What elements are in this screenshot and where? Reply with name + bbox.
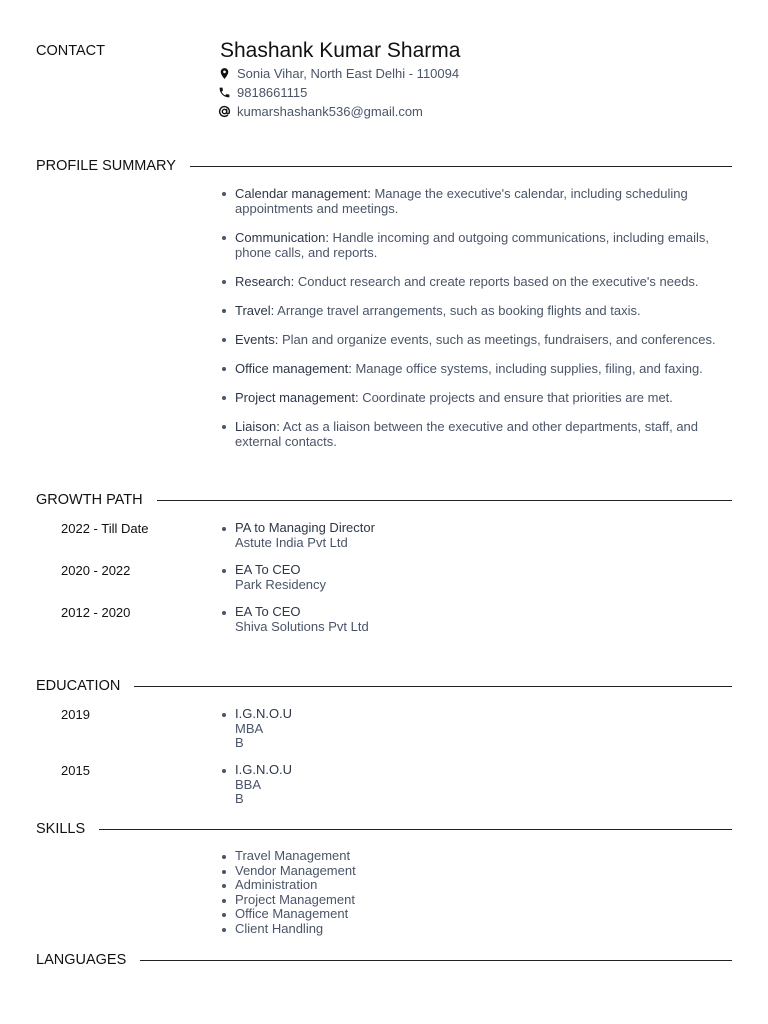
growth-path-heading: GROWTH PATH	[36, 492, 143, 508]
summary-key: Communication:	[235, 230, 329, 245]
growth-detail	[220, 605, 369, 634]
profile-summary-list	[220, 186, 734, 463]
languages-heading: LANGUAGES	[36, 952, 127, 968]
education-header	[36, 676, 732, 696]
summary-item	[220, 303, 734, 318]
education-year: 2019	[61, 707, 90, 722]
summary-item	[220, 274, 734, 289]
email-text[interactable]: kumarshashank536@gmail.com	[237, 103, 423, 119]
at-sign-icon	[217, 104, 231, 118]
growth-role: PA to Managing Director	[235, 520, 375, 535]
summary-key: Events:	[235, 332, 279, 347]
address-text: Sonia Vihar, North East Delhi - 110094	[237, 65, 460, 81]
summary-text: Manage the executive's calendar, including scheduling appointments and meetings.	[235, 186, 688, 216]
summary-item	[220, 230, 734, 260]
education-grade: B	[235, 791, 244, 806]
summary-key: Office management:	[235, 361, 352, 376]
summary-key: Liaison:	[235, 419, 280, 434]
summary-item	[220, 390, 734, 405]
summary-item	[220, 361, 734, 376]
education-institution: I.G.N.O.U	[235, 762, 293, 777]
contact-heading: CONTACT	[36, 43, 106, 59]
summary-item	[220, 419, 734, 449]
growth-company: Park Residency	[235, 576, 327, 592]
education-degree: MBA	[235, 720, 264, 736]
phone-row	[217, 83, 307, 101]
summary-key: Project management:	[235, 390, 359, 405]
growth-item	[220, 521, 375, 550]
education-detail	[220, 707, 292, 751]
education-item	[220, 707, 292, 751]
growth-company: Shiva Solutions Pvt Ltd	[235, 618, 369, 634]
skill-item: Office Management	[220, 907, 356, 922]
education-detail	[220, 763, 292, 807]
education-degree: BBA	[235, 776, 262, 792]
skill-item: Client Handling	[220, 922, 356, 937]
summary-key: Travel:	[235, 303, 275, 318]
growth-detail	[220, 521, 375, 550]
education-heading: EDUCATION	[36, 678, 121, 694]
education-year: 2015	[61, 763, 90, 778]
skill-item: Project Management	[220, 893, 356, 908]
growth-detail	[220, 563, 326, 592]
growth-date: 2022 - Till Date	[61, 521, 149, 536]
skill-item: Travel Management	[220, 849, 356, 864]
section-divider	[140, 960, 732, 961]
skill-item: Vendor Management	[220, 864, 356, 879]
skills-list	[220, 849, 356, 937]
growth-item	[220, 563, 326, 592]
summary-item	[220, 332, 734, 347]
candidate-name: Shashank Kumar Sharma	[220, 39, 461, 62]
email-row	[217, 102, 423, 120]
growth-role: EA To CEO	[235, 604, 301, 619]
summary-text: Manage office systems, including supplies, filing, and faxing.	[351, 361, 703, 376]
section-divider	[134, 686, 732, 687]
summary-text: Coordinate projects and ensure that priorities are met.	[358, 390, 673, 405]
section-divider	[190, 166, 732, 167]
growth-date: 2012 - 2020	[61, 605, 131, 620]
growth-item	[220, 605, 369, 634]
growth-company: Astute India Pvt Ltd	[235, 534, 348, 550]
summary-text: Act as a liaison between the executive and other departments, staff, and external contacts.	[235, 419, 699, 449]
summary-text: Handle incoming and outgoing communications, including emails, phone calls, and reports.	[235, 230, 710, 260]
phone-icon	[217, 85, 231, 99]
skills-header	[36, 819, 732, 839]
education-institution: I.G.N.O.U	[235, 706, 293, 721]
growth-role: EA To CEO	[235, 562, 301, 577]
summary-text: Conduct research and create reports based on the executive's needs.	[294, 274, 699, 289]
growth-path-header	[36, 490, 732, 510]
education-item	[220, 763, 292, 807]
summary-item	[220, 186, 734, 216]
education-grade: B	[235, 735, 244, 750]
map-pin-icon	[217, 66, 231, 80]
summary-text: Plan and organize events, such as meetings, fundraisers, and conferences.	[278, 332, 716, 347]
growth-date: 2020 - 2022	[61, 563, 131, 578]
languages-header	[36, 950, 732, 970]
profile-summary-header	[36, 156, 732, 176]
section-divider	[157, 500, 732, 501]
profile-summary-heading: PROFILE SUMMARY	[36, 158, 176, 174]
summary-key: Calendar management:	[235, 186, 371, 201]
skills-heading: SKILLS	[36, 821, 86, 837]
summary-key: Research:	[235, 274, 295, 289]
phone-text[interactable]: 9818661115	[237, 84, 308, 100]
summary-text: Arrange travel arrangements, such as booking flights and taxis.	[274, 303, 641, 318]
skill-item: Administration	[220, 878, 356, 893]
section-divider	[99, 829, 732, 830]
address-row	[217, 64, 459, 82]
